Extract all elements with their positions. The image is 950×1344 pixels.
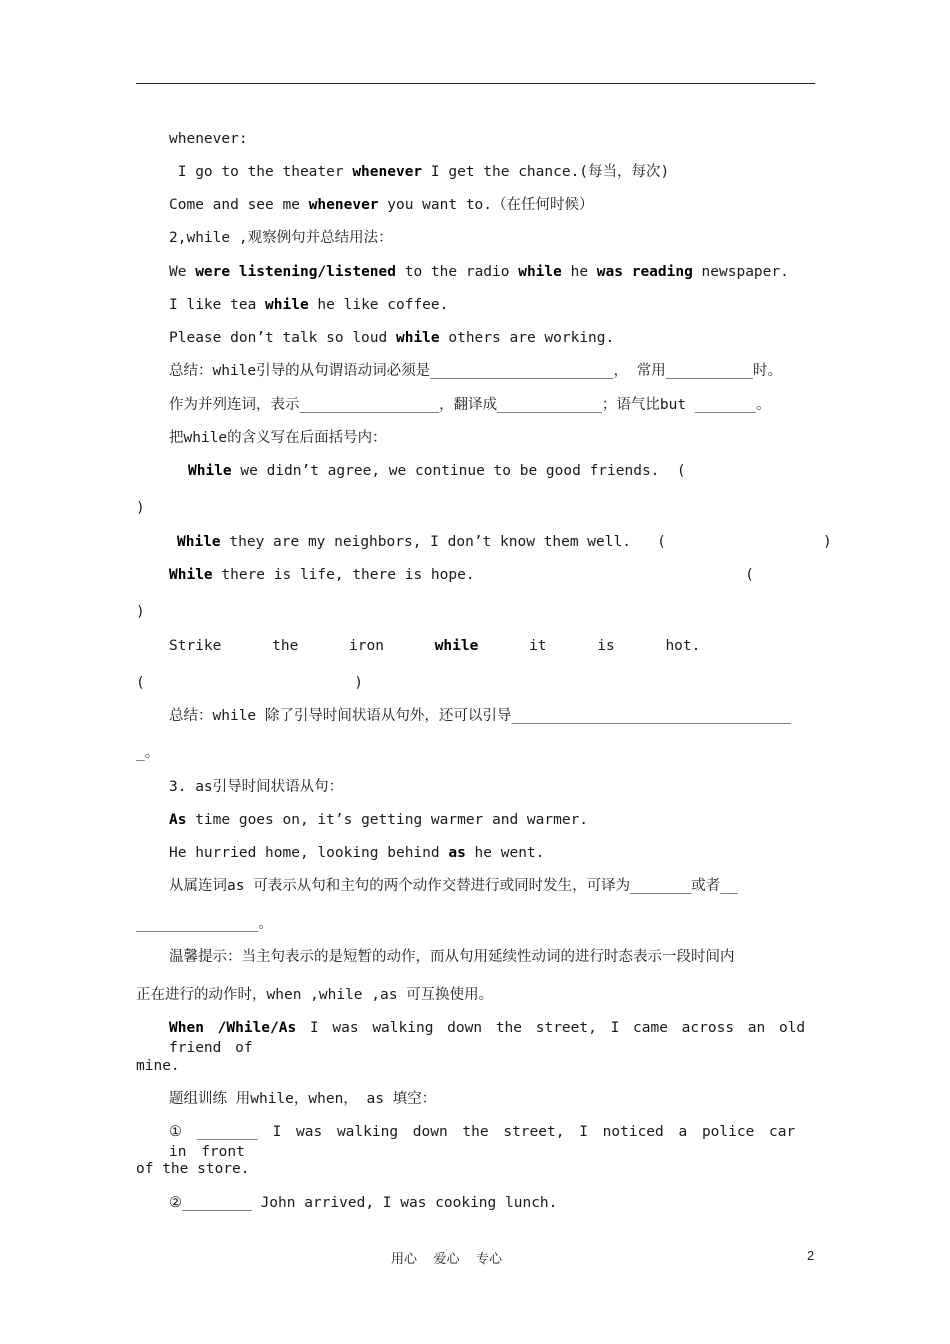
header-rule <box>136 83 815 84</box>
keyword: While <box>177 534 221 550</box>
keyword: While <box>169 567 213 583</box>
text: he went. <box>465 845 545 861</box>
text: time goes on, it’s getting warmer and warmer. <box>186 812 589 828</box>
line-summary-while-other-cont: _。 <box>136 745 160 761</box>
line-whenever-example-1 <box>169 162 669 182</box>
line-whenever-heading: whenever: <box>169 131 248 147</box>
text: it is hot. <box>478 638 701 654</box>
text: he like coffee. <box>308 297 449 313</box>
keyword: while <box>434 638 479 654</box>
line-when-while-as-example <box>169 1018 815 1058</box>
exercise-item-1: ① _______ I was walking down the street, I noticed a police car in front <box>169 1124 796 1160</box>
keyword: was reading <box>596 264 693 280</box>
text: others are working. <box>439 330 615 346</box>
keyword: While <box>188 463 232 479</box>
section-while-heading: 2,while ,观察例句并总结用法： <box>169 230 393 246</box>
keyword: as <box>448 845 466 861</box>
text: We <box>169 264 196 280</box>
keyword: whenever <box>308 197 379 213</box>
keyword: while <box>518 264 562 280</box>
line-summary-while-other: 总结：while 除了引导时间状语从句外，还可以引导________________________________ <box>169 708 791 724</box>
line-whenever-example-2 <box>169 195 594 215</box>
line-while-meaning-2 <box>177 532 832 552</box>
text: I was walking down the street, I came across an old friend of <box>169 1020 806 1056</box>
line-when-while-as-example-cont: mine. <box>136 1058 180 1074</box>
line-as-explanation-cont: ______________。 <box>136 916 273 932</box>
line-while-meaning-instruction: 把while的含义写在后面括号内： <box>169 430 387 446</box>
exercise-item-1-cont: of the store. <box>136 1161 250 1177</box>
text: he <box>561 264 597 280</box>
exercise-heading: 题组训练 用while，when， as 填空： <box>169 1091 437 1107</box>
keyword: As <box>169 812 187 828</box>
text: there is life, there is hope. ( <box>212 567 754 583</box>
text: they are my neighbors, I don’t know them well. ( ) <box>220 534 832 550</box>
text: newspaper. <box>692 264 789 280</box>
text: I get the chance.(每当，每次) <box>422 164 670 180</box>
keyword: while <box>265 297 309 313</box>
text: I go to the theater <box>169 164 353 180</box>
section-as-heading: 3. as引导时间状语从句： <box>169 779 344 795</box>
line-as-example-1 <box>169 810 588 830</box>
line-while-meaning-4-bracket: ( ) <box>136 675 363 691</box>
text: Strike the iron <box>169 638 435 654</box>
keyword: while <box>395 330 440 346</box>
line-while-example-2 <box>169 295 448 315</box>
text: to the radio <box>396 264 519 280</box>
keyword: whenever <box>352 164 423 180</box>
line-summary-while-conjunction: 作为并列连词，表示________________，翻译成____________；语气比but _______。 <box>169 397 771 413</box>
text: you want to.（在任何时候） <box>378 197 594 213</box>
text: we didn’t agree, we continue to be good friends. ( <box>231 463 686 479</box>
page-number: 2 <box>807 1248 815 1263</box>
line-summary-while-verb: 总结：while引导的从句谓语动词必须是_____________________， 常用__________时。 <box>169 363 782 379</box>
line-while-meaning-1 <box>188 461 686 481</box>
text: He hurried home, looking behind <box>169 845 449 861</box>
line-while-meaning-3-bracket: ) <box>136 604 145 620</box>
keyword: were listening/listened <box>195 264 396 280</box>
text: I like tea <box>169 297 266 313</box>
keyword: When /While/As <box>169 1020 297 1036</box>
text: Please don’t talk so loud <box>169 330 396 346</box>
line-while-example-3 <box>169 328 614 348</box>
line-while-example-1 <box>169 262 789 282</box>
footer-motto: 用心 爱心 专心 <box>391 1252 503 1267</box>
text: Come and see me <box>169 197 309 213</box>
line-tip: 温馨提示：当主句表示的是短暂的动作，而从句用延续性动词的进行时态表示一段时间内 <box>169 949 735 965</box>
line-as-explanation: 从属连词as 可表示从句和主句的两个动作交替进行或同时发生，可译为_______或者__ <box>169 878 738 894</box>
line-tip-cont: 正在进行的动作时，when ,while ,as 可互换使用。 <box>136 987 494 1003</box>
exercise-item-2: ②________ John arrived, I was cooking lunch. <box>169 1195 558 1211</box>
line-while-meaning-3 <box>169 565 754 585</box>
line-while-meaning-4 <box>169 636 815 656</box>
line-as-example-2 <box>169 843 544 863</box>
line-while-meaning-1-bracket: ) <box>136 500 145 516</box>
